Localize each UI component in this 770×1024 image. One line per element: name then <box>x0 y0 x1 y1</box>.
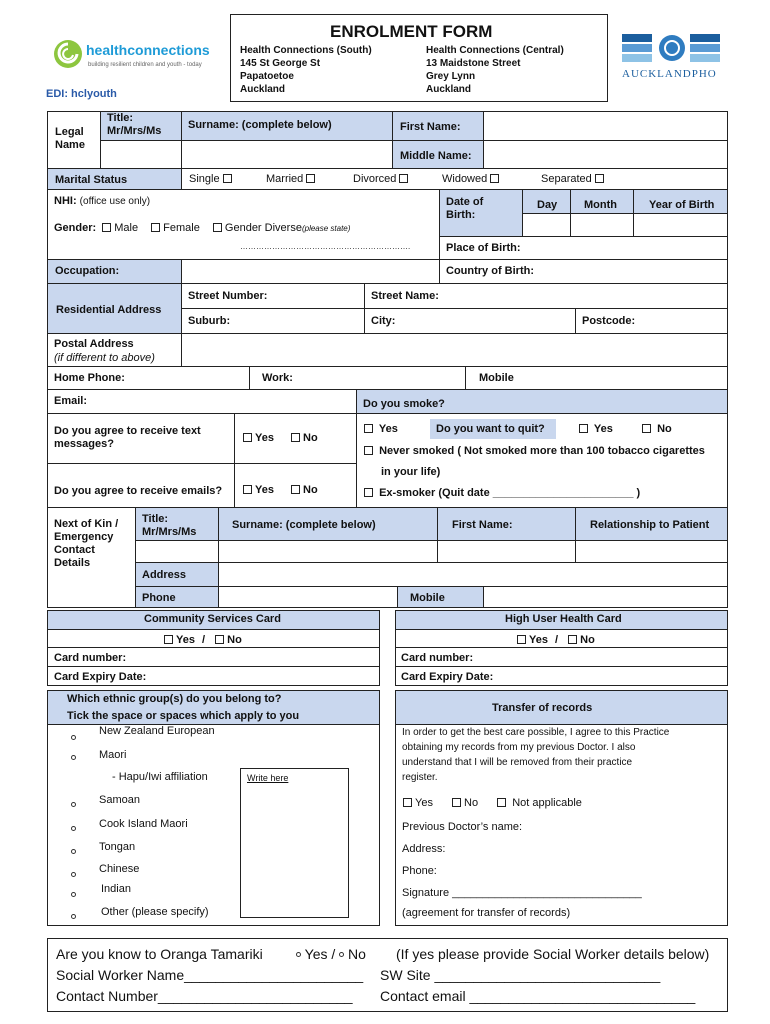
contact-number-field[interactable]: Contact Number_________________________ <box>56 988 353 1004</box>
address-line: Auckland <box>240 84 286 95</box>
emails-no: No <box>303 484 318 496</box>
residential-label: Residential Address <box>56 304 162 316</box>
csc-number-label: Card number: <box>54 652 127 664</box>
kin-title-label: Title: Mr/Mrs/Ms <box>142 513 197 538</box>
ethnic-label: Maori <box>99 749 127 761</box>
ethnic-option[interactable] <box>71 888 76 901</box>
nhi-field[interactable] <box>54 195 150 208</box>
surname-input[interactable] <box>181 140 393 169</box>
emails-options <box>240 484 318 497</box>
checkbox[interactable] <box>579 424 588 433</box>
transfer-yes: Yes <box>415 797 433 809</box>
checkbox-texts-no[interactable] <box>291 433 300 442</box>
marital-option-separated[interactable] <box>541 173 607 186</box>
transfer-text-line: In order to get the best care possible, I agree to this Practice <box>402 727 670 738</box>
legal-name-label: Legal Name <box>55 126 85 151</box>
hapu-write-box[interactable] <box>240 768 349 918</box>
ethnic-option[interactable] <box>71 798 76 811</box>
smoke-yes-label: Yes <box>378 423 398 435</box>
transfer-address-label: Address: <box>402 843 446 855</box>
kin-title-input[interactable] <box>135 540 219 563</box>
oranga-sep: / <box>331 946 336 962</box>
gender-diverse-note: (please state) <box>301 224 351 233</box>
checkbox[interactable] <box>364 446 373 455</box>
texts-no: No <box>303 432 318 444</box>
option-label: Divorced <box>353 173 397 185</box>
emails-yes: Yes <box>255 484 274 496</box>
first-name-label: First Name: <box>400 121 461 133</box>
kin-surname-label: Surname: (complete below) <box>232 519 376 531</box>
checkbox[interactable] <box>364 488 373 497</box>
ethnic-option[interactable] <box>71 751 76 764</box>
logo-health-connections <box>52 36 212 76</box>
address-south <box>240 44 372 96</box>
huhc-number-label: Card number: <box>401 652 474 664</box>
quit-yes[interactable] <box>576 423 613 436</box>
radio-circle[interactable] <box>71 849 76 854</box>
city-label: City: <box>371 315 396 327</box>
city-cell[interactable] <box>364 308 576 334</box>
radio-circle[interactable] <box>71 892 76 897</box>
never-smoked-label: Never smoked ( Not smoked more than 100 tobacco cigarettes <box>379 445 705 457</box>
middle-name-input[interactable] <box>483 140 728 169</box>
ex-smoker-label: Ex-smoker (Quit date _______________________ ) <box>379 487 641 499</box>
emails-question: Do you agree to receive emails? <box>54 485 223 497</box>
ethnic-option[interactable] <box>71 868 76 881</box>
ethnic-option[interactable] <box>71 822 76 835</box>
checkbox[interactable] <box>595 174 604 183</box>
radio-circle[interactable] <box>71 914 76 919</box>
transfer-options <box>400 797 582 810</box>
csc-no: No <box>227 634 242 646</box>
transfer-text-line: obtaining my records from my previous Doctor. I also <box>402 742 636 753</box>
email-label: Email: <box>54 395 88 407</box>
transfer-signature-line[interactable]: Signature _______________________________ <box>402 887 642 899</box>
transfer-text-line: register. <box>402 772 438 783</box>
huhc-sep: / <box>555 634 559 646</box>
surname-label: Surname: (complete below) <box>188 119 332 131</box>
form-title: ENROLMENT FORM <box>330 22 493 41</box>
kin-mobile-label: Mobile <box>410 592 445 604</box>
checkbox-transfer-no[interactable] <box>452 798 461 807</box>
address-line: 13 Maidstone Street <box>426 58 521 69</box>
radio-circle[interactable] <box>71 755 76 760</box>
checkbox-texts-yes[interactable] <box>243 433 252 442</box>
option-label: Married <box>266 173 304 185</box>
kin-firstname-label: First Name: <box>452 519 513 531</box>
ethnic-question-2: Tick the space or spaces which apply to you <box>67 710 300 722</box>
kin-relationship-label: Relationship to Patient <box>590 519 710 531</box>
address-line: Papatoetoe <box>240 71 294 82</box>
ethnic-label: Tongan <box>99 841 136 853</box>
mobile-label: Mobile <box>479 372 514 384</box>
ethnic-option[interactable] <box>71 727 76 744</box>
never-smoked-cont: in your life) <box>381 466 441 478</box>
quit-question: Do you want to quit? <box>436 423 545 435</box>
ethnic-label: Other (please specify) <box>101 906 209 918</box>
transfer-text-line: understand that I will be removed from their practice <box>402 757 633 768</box>
huhc-title: High User Health Card <box>505 613 622 625</box>
csc-yes: Yes <box>176 634 195 646</box>
checkbox[interactable] <box>490 174 499 183</box>
radio-circle[interactable] <box>71 872 76 877</box>
dob-label: Date of Birth: <box>446 196 484 221</box>
postcode-label: Postcode: <box>582 315 636 327</box>
ethnic-label: Samoan <box>99 794 140 806</box>
kin-phone-input[interactable] <box>218 586 398 608</box>
oranga-no: No <box>348 946 366 962</box>
gender-diverse: Gender Diverse <box>224 222 302 234</box>
dob-month: Month <box>584 199 617 211</box>
checkbox[interactable] <box>399 174 408 183</box>
kin-surname-input[interactable] <box>218 540 438 563</box>
country-of-birth-label: Country of Birth: <box>446 265 534 277</box>
dob-year-input[interactable] <box>633 213 728 237</box>
smoke-yes[interactable] <box>361 423 398 436</box>
address-central <box>426 44 564 96</box>
sw-site-field[interactable]: SW Site _____________________________ <box>380 967 661 983</box>
transfer-text <box>402 725 669 785</box>
gender-label: Gender: <box>54 222 97 234</box>
gender-row <box>54 222 350 235</box>
marital-label: Marital Status <box>55 174 128 186</box>
kin-address-label: Address <box>142 569 187 581</box>
place-of-birth-label: Place of Birth: <box>446 242 521 254</box>
checkbox-huhc-yes[interactable] <box>517 635 526 644</box>
ethnic-question-1: Which ethnic group(s) do you belong to? <box>67 693 282 705</box>
oranga-note: (If yes please provide Social Worker details below) <box>396 946 710 962</box>
ethnic-label: New Zealand European <box>99 725 215 737</box>
transfer-phone-label: Phone: <box>402 865 437 877</box>
radio-circle[interactable] <box>71 826 76 831</box>
kin-mobile-input[interactable] <box>483 586 728 608</box>
marital-option-single[interactable] <box>189 173 235 186</box>
hapu-label: - Hapu/Iwi affiliation <box>112 771 208 783</box>
csc-sep: / <box>202 634 206 646</box>
nhi-label: NHI: <box>54 195 77 207</box>
address-line: 145 St George St <box>240 58 321 69</box>
sw-name-field[interactable]: Social Worker Name_______________________ <box>56 967 364 983</box>
address-line: Health Connections (Central) <box>426 45 564 56</box>
checkbox[interactable] <box>364 424 373 433</box>
occupation-input[interactable] <box>181 259 440 284</box>
texts-options <box>240 432 318 445</box>
transfer-agreement-note: (agreement for transfer of records) <box>402 907 571 919</box>
huhc-yes: Yes <box>529 634 548 646</box>
dob-day: Day <box>537 199 558 211</box>
dob-day-input[interactable] <box>522 213 571 237</box>
street-number-label: Street Number: <box>188 290 268 302</box>
work-phone-label: Work: <box>262 372 293 384</box>
dob-month-input[interactable] <box>570 213 634 237</box>
checkbox-transfer-na[interactable] <box>497 798 506 807</box>
oranga-options <box>296 946 366 963</box>
texts-yes: Yes <box>255 432 274 444</box>
ethnic-label: Cook Island Maori <box>99 818 188 830</box>
huhc-options <box>514 634 595 647</box>
checkbox-diverse[interactable] <box>213 223 222 232</box>
csc-title: Community Services Card <box>144 613 281 625</box>
edi-label: EDI: hclyouth <box>46 88 117 100</box>
prev-doctor-label: Previous Doctor’s name: <box>402 821 523 833</box>
gender-female: Female <box>163 222 200 234</box>
street-name-label: Street Name: <box>371 290 439 302</box>
huhc-no: No <box>580 634 595 646</box>
logo-tagline: building resilient children and youth - today <box>88 62 202 68</box>
never-smoked[interactable] <box>361 445 705 458</box>
ethnic-label: Chinese <box>99 863 140 875</box>
smoke-question: Do you smoke? <box>363 398 445 410</box>
postal-input[interactable] <box>181 333 728 367</box>
postal-label: Postal Address <box>54 338 134 350</box>
checkbox-huhc-no[interactable] <box>568 635 577 644</box>
home-phone-label: Home Phone: <box>54 372 125 384</box>
swirl-icon <box>52 36 88 72</box>
suburb-label: Suburb: <box>188 315 231 327</box>
kin-firstname-input[interactable] <box>437 540 576 563</box>
wave-logo-icon <box>620 32 724 66</box>
gender-male: Male <box>114 222 139 234</box>
ethnic-option[interactable] <box>71 845 76 858</box>
logo-right-name: AUCKLANDPHO <box>622 68 717 80</box>
dob-year: Year of Birth <box>649 199 715 211</box>
write-here: Write here <box>247 773 289 783</box>
oranga-question: Are you know to Oranga Tamariki <box>56 946 263 962</box>
radio-circle[interactable] <box>71 735 76 740</box>
transfer-no: No <box>464 797 479 809</box>
option-label: Widowed <box>442 173 488 185</box>
radio-oranga-yes[interactable] <box>296 952 301 957</box>
csc-options <box>161 634 242 647</box>
title-input[interactable] <box>100 140 182 169</box>
title-label: Title: Mr/Mrs/Ms <box>107 112 162 137</box>
checkbox-emails-no[interactable] <box>291 485 300 494</box>
address-line: Grey Lynn <box>426 71 476 82</box>
transfer-title: Transfer of records <box>492 702 593 714</box>
checkbox-male[interactable] <box>102 223 111 232</box>
ex-smoker[interactable] <box>361 487 640 500</box>
address-line: Auckland <box>426 84 472 95</box>
marital-option-married[interactable] <box>266 173 318 186</box>
address-line: Health Connections (South) <box>240 45 372 56</box>
kin-label: Next of Kin / Emergency Contact Details <box>54 518 119 569</box>
postal-note: (if different to above) <box>54 352 155 364</box>
texts-question: Do you agree to receive text messages? <box>54 425 201 450</box>
checkbox[interactable] <box>306 174 315 183</box>
huhc-expiry-label: Card Expiry Date: <box>401 671 494 683</box>
kin-phone-label: Phone <box>142 592 176 604</box>
checkbox-emails-yes[interactable] <box>243 485 252 494</box>
transfer-na: Not applicable <box>512 797 582 809</box>
logo-auckland-pho <box>620 32 724 82</box>
kin-address-input[interactable] <box>218 562 728 587</box>
occupation-label: Occupation: <box>55 265 120 277</box>
checkbox-female[interactable] <box>151 223 160 232</box>
checkbox[interactable] <box>642 424 651 433</box>
checkbox-csc-no[interactable] <box>215 635 224 644</box>
kin-relationship-input[interactable] <box>575 540 728 563</box>
checkbox-transfer-yes[interactable] <box>403 798 412 807</box>
quit-no[interactable] <box>639 423 672 436</box>
csc-expiry-label: Card Expiry Date: <box>54 671 147 683</box>
marital-option-widowed[interactable] <box>442 173 502 186</box>
quit-no-label: No <box>657 423 672 435</box>
middle-name-label: Middle Name: <box>400 150 472 162</box>
gender-diverse-line: ………………………………………………………. <box>240 242 411 251</box>
ethnic-label: Indian <box>101 883 131 895</box>
first-name-input[interactable] <box>483 111 728 141</box>
contact-email-field[interactable]: Contact email _____________________________ <box>380 988 696 1004</box>
radio-oranga-no[interactable] <box>339 952 344 957</box>
option-label: Separated <box>541 173 592 185</box>
email-cell[interactable] <box>47 389 357 414</box>
radio-circle[interactable] <box>71 802 76 807</box>
logo-name: healthconnections <box>86 42 210 58</box>
checkbox-csc-yes[interactable] <box>164 635 173 644</box>
oranga-yes: Yes <box>304 946 328 962</box>
option-label: Single <box>189 173 220 185</box>
checkbox[interactable] <box>223 174 232 183</box>
quit-yes-label: Yes <box>593 423 613 435</box>
nhi-note: (office use only) <box>79 196 151 207</box>
ethnic-option[interactable] <box>71 910 76 923</box>
marital-option-divorced[interactable] <box>353 173 411 186</box>
